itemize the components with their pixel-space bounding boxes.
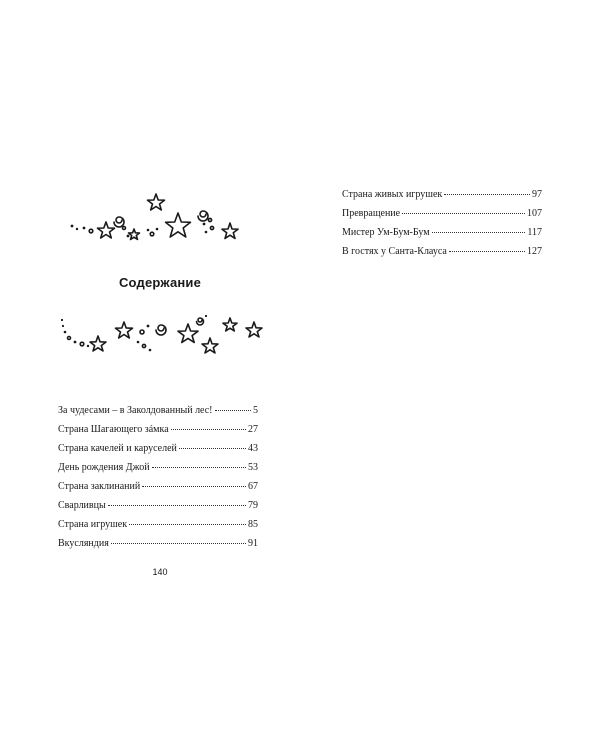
toc-entry: Страна живых игрушек 97: [342, 189, 542, 200]
dot-leader: [449, 251, 525, 252]
toc-entry: Страна Шагающего зáмка 27: [58, 424, 258, 435]
toc-entry: День рождения Джой 53: [58, 462, 258, 473]
stars-and-swirls-icon: [60, 190, 250, 250]
dot-leader: [111, 543, 246, 544]
page-number: 140: [152, 567, 168, 577]
bottom-stars-ornament: [58, 310, 268, 360]
dot-leader: [171, 429, 246, 430]
table-of-contents-right: [342, 189, 542, 265]
dot-leader: [108, 505, 246, 506]
dot-leader: [142, 486, 246, 487]
stars-and-swirls-icon: [58, 310, 268, 360]
toc-entry: Страна качелей и каруселей 43: [58, 443, 258, 454]
dot-leader: [402, 213, 525, 214]
toc-entry: Превращение 107: [342, 208, 542, 219]
dot-leader: [152, 467, 246, 468]
dot-leader: [444, 194, 530, 195]
contents-heading: Содержание: [118, 275, 202, 290]
toc-entry: В гостях у Санта-Клауса 127: [342, 246, 542, 257]
toc-entry: Сварливцы 79: [58, 500, 258, 511]
dot-leader: [432, 232, 526, 233]
toc-entry: Мистер Ум-Бум-Бум 117: [342, 227, 542, 238]
table-of-contents-left: [58, 405, 258, 557]
right-page: [300, 0, 600, 750]
toc-entry: Страна игрушек 85: [58, 519, 258, 530]
top-stars-ornament: [60, 190, 250, 250]
toc-entry: За чудесами – в Заколдованный лес! 5: [58, 405, 258, 416]
toc-entry: Вкусляндия 91: [58, 538, 258, 549]
dot-leader: [179, 448, 246, 449]
dot-leader: [215, 410, 251, 411]
dot-leader: [129, 524, 246, 525]
toc-entry: Страна заклинаний 67: [58, 481, 258, 492]
